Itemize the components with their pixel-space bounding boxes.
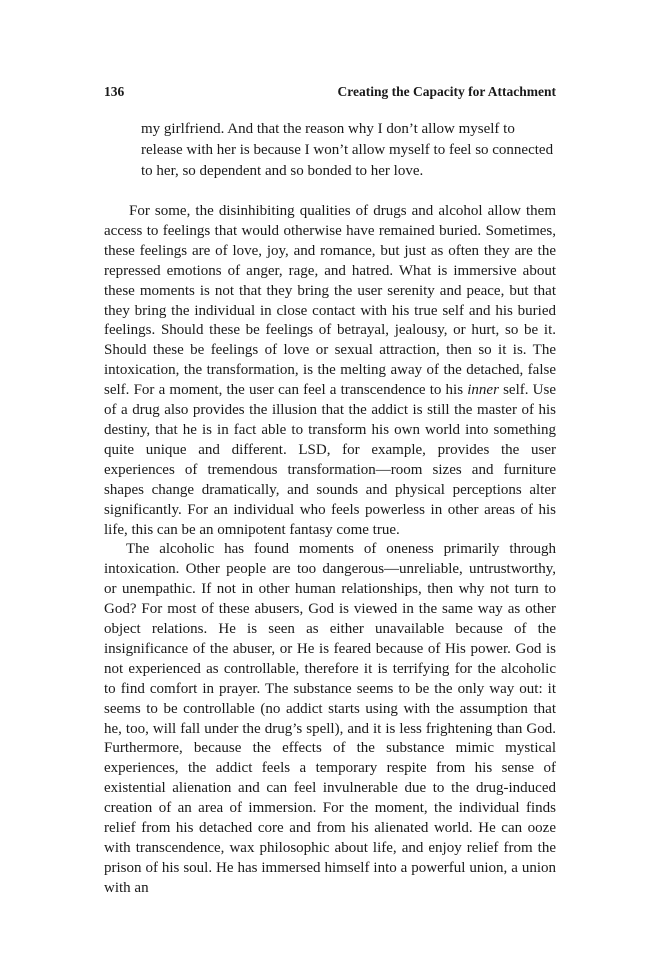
quote-text: my girlfriend. And that the reason why I don’t allow myself to release with her is because I won’t allow myself to feel so connected to her, so dependent and so bonded to her love. xyxy=(141,121,554,179)
body-text xyxy=(104,202,556,899)
italic-word: inner xyxy=(467,382,499,399)
running-header xyxy=(104,84,556,100)
paragraph-2: The alcoholic has found moments of oneness primarily through intoxication. Other people are too dangerous—unreliable, untrustworthy, or unempathic. If not in other human relationships, then why not turn to God? For most of these abusers, God is viewed in the same way as other object relations. He is seen as either unavailable because of the insignificance of the abuser, or He is feared because of His power. God is not experienced as controllable, therefore it is terrifying for the alcoholic to find comfort in prayer. The substance seems to be the only way out: it seems to be controllable (no addict starts using with the assumption that he, too, will fall under the drug’s spell), and it is less frightening than God. Furthermore, because the effects of the substance mimic mystical experiences, the addict feels a temporary respite from his sense of existential alienation and can feel invulnerable due to the drug-induced creation of an area of immersion. For the moment, the individual finds relief from his detached core and from his alienated world. He can ooze with transcendence, wax philosophic about life, and enjoy relief from the prison of his soul. He has immersed himself into a powerful union, a union with an xyxy=(104,541,556,896)
page-number: 136 xyxy=(104,84,125,99)
paragraph-1 xyxy=(104,202,556,540)
running-title: Creating the Capacity for Attachment xyxy=(337,84,556,99)
paragraph-1-part-b: self. Use of a drug also provides the illusion that the addict is still the master of his destiny, that he is in fact able to transform his own world into something quite unique and different. LSD, for example, provides the user experiences of tremendous transformation—room sizes and furniture shapes change dramatically, and sounds and physical perceptions alter significantly. For an individual who feels powerless in other areas of his life, this can be an omnipotent fantasy come true. xyxy=(104,382,556,538)
block-quote xyxy=(141,119,556,181)
paragraph-1-part-a: For some, the disinhibiting qualities of drugs and alcohol allow them access to feelings that would otherwise have remained buried. Sometimes, these feelings are of love, joy, and romance, but just as often they are the repressed emotions of anger, rage, and hatred. What is immersive about these moments is not that they bring the user serenity and peace, but that they bring the individual in close contact with his true self and his buried feelings. Should these be feelings of betrayal, jealousy, or hurt, so be it. Should these be feelings of love or sexual attraction, then so it is. The intoxication, the transformation, is the melting away of the detached, false self. For a moment, the user can feel a transcendence to his xyxy=(104,203,556,399)
